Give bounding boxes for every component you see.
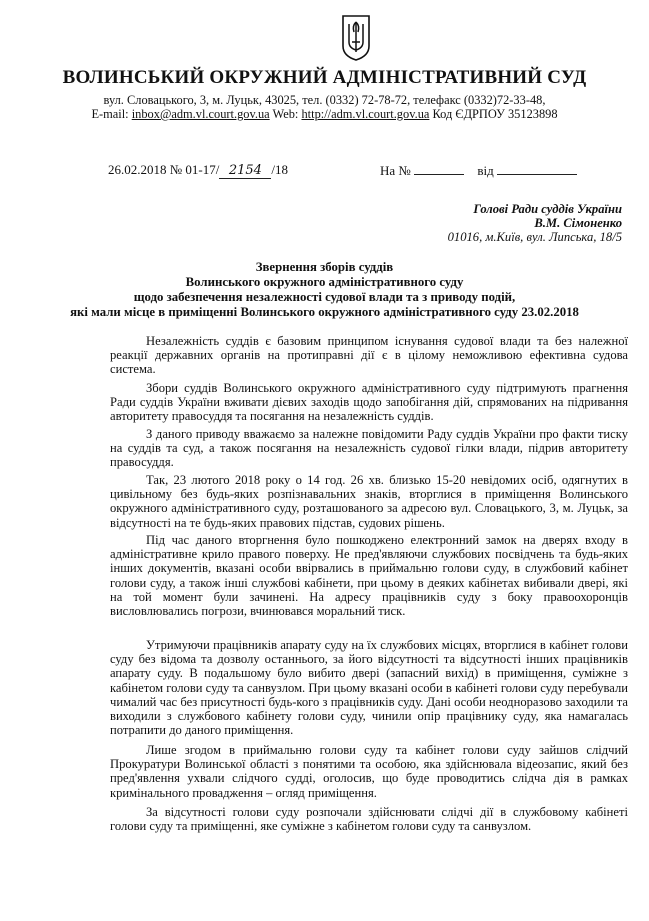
edrpou-code: Код ЄДРПОУ 35123898 <box>432 107 558 121</box>
recipient-name: В.М. Сімоненко <box>534 216 622 230</box>
email-label: E-mail: <box>91 107 129 121</box>
recipient-title: Голові Ради суддів України <box>473 202 622 216</box>
org-contacts <box>0 107 649 121</box>
incoming-reference <box>380 162 577 179</box>
number-suffix: /18 <box>271 162 288 177</box>
body-paragraph-1: Незалежність суддів є базовим принципом існування судової влади та без належної реакції державних органів на протиправні дії є в цілому неможливою ефективна судова система. <box>110 334 628 377</box>
org-name: ВОЛИНСЬКИЙ ОКРУЖНИЙ АДМІНІСТРАТИВНИЙ СУД <box>62 67 587 88</box>
title-line-3: щодо забезпечення незалежності судової влади та з приводу подій, <box>133 290 516 304</box>
body-paragraph-4: Так, 23 лютого 2018 року о 14 год. 26 хв. близько 15-20 невідомих осіб, одягнутих в цивільному без будь-яких розпізнавальних знаків, вторглися в приміщення Волинського окружного адміністративного суду, розташованого за адресою вул. Словацького, 3, м. Луцьк, за відсутності на те будь-яких правових підстав, судових рішень. <box>110 473 628 530</box>
title-line-2: Волинського окружного адміністративного суду <box>185 275 464 289</box>
web-label: Web: <box>272 107 299 121</box>
to-number-blank <box>414 162 464 175</box>
title-line-1: Звернення зборів суддів <box>255 260 394 274</box>
body-paragraph-5: Під час даного вторгнення було пошкоджено електронний замок на дверях входу в адміністративне крило правого поверху. Не пред'являючи службових посвідчень та будь-яких інших документів, вказані особи ввірвались в приймальню голови суду, в службовий кабінет голови суду, а також інші службові кабінети, при цьому в деяких кабінетах вибивали двері, які на той момент були зачинені. На адресу працівників суду з боку правоохоронців висловлювались погрози, вчинювався моральний тиск. <box>110 533 628 619</box>
body-paragraph-6: Утримуючи працівників апарату суду на їх службових місцях, вторглися в кабінет голови суду без відома та дозволу останнього, за його відсутності та відсутності інших працівників апарату суду. В подальшому було вибито двері (запасний вихід) в приміщення, суміжне з кабінетом голови суду та санвузлом. При цьому вказані особи в кабінеті голови суду перебували чималий час без присутності будь-кого з працівників суду. Дані особи неодноразово заходили та виходили з службового кабінету голови суду, чинили опір працівнику суду, яка намагалась потрапити до даного приміщення. <box>110 638 628 738</box>
body-paragraph-3: З даного приводу вважаємо за належне повідомити Раду суддів України про факти тиску на суддів та суд, а також посягання на незалежність судової гілки влади, підрив авторитету правосуддя. <box>110 427 628 470</box>
from-label: від <box>477 163 494 178</box>
outgoing-reference <box>108 162 288 179</box>
body-paragraph-8: За відсутності голови суду розпочали здійснювати слідчі дії в службовому кабінеті голови суду та приміщенні, яке суміжне з кабінетом голови суду та санвузлом. <box>110 805 628 834</box>
document-title <box>0 260 649 320</box>
title-line-4: які мали місце в приміщенні Волинського окружного адміністративного суду 23.02.2018 <box>70 305 579 319</box>
trident-emblem-icon <box>340 12 372 62</box>
web-link[interactable]: http://adm.vl.court.gov.ua <box>301 107 430 121</box>
body-paragraph-2: Збори суддів Волинського окружного адміністративного суду підтримують прагнення Ради суддів України вживати дієвих заходів щодо запобігання дій, спрямованих на підривання авторитету правосуддя та посягання на незалежність суддів. <box>110 381 628 424</box>
from-blank <box>497 162 577 175</box>
body-paragraph-7: Лише згодом в приймальню голови суду та кабінет голови суду зайшов слідчий Прокуратури Волинської області з понятими та особою, яка здійснювала відеозапис, який без пред'явлення ухвали слідчого судді, оголосив, що буде проводитись слідча дія в рамках кримінального провадження – огляд приміщення. <box>110 743 628 800</box>
email-link[interactable]: inbox@adm.vl.court.gov.ua <box>131 107 270 121</box>
org-address: вул. Словацького, 3, м. Луцьк, 43025, тел. (0332) 72-78-72, телефакс (0332)72-33-48, <box>103 93 546 107</box>
date-number: 26.02.2018 № 01-17/ <box>108 162 220 177</box>
to-number-label: На № <box>380 163 411 178</box>
recipient-address: 01016, м.Київ, вул. Липська, 18/5 <box>447 230 622 244</box>
recipient-block <box>392 202 622 244</box>
handwritten-number: 2154 <box>219 163 271 179</box>
